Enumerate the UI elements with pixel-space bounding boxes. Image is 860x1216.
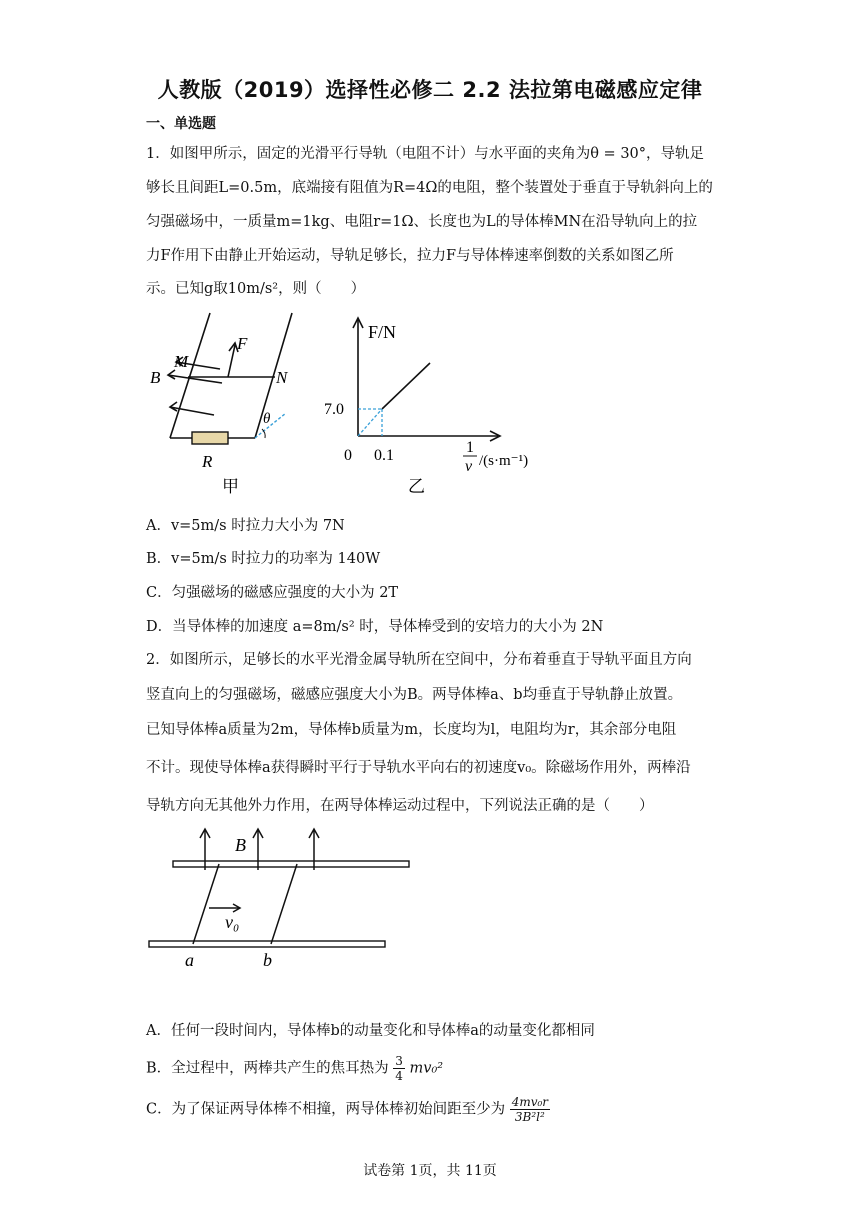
q2-option-c-text: C．为了保证两导体棒不相撞，两导体棒初始间距至少为 xyxy=(146,1101,506,1118)
resistor-R xyxy=(192,432,228,444)
rod-b xyxy=(271,864,297,944)
x-label-unit: /(s·m⁻¹) xyxy=(479,453,529,469)
fraction-numerator: 4mv₀r xyxy=(511,1095,549,1109)
q1-line-5: 示。已知g取10m/s²，则（ ） xyxy=(146,281,366,297)
q1-line-1: 1．如图甲所示，固定的光滑平行导轨（电阻不计）与水平面的夹角为θ = 30°，导轨足 xyxy=(146,146,705,162)
q2-line-3: 已知导体棒a质量为2m，导体棒b质量为m，长度均为l，电阻均为r，其余部分电阻 xyxy=(146,722,677,738)
figure-F-vs-inverse-v-graph xyxy=(322,310,562,495)
q2-line-1: 2．如图所示，足够长的水平光滑金属导轨所在空间中，分布着垂直于导轨平面且方向 xyxy=(146,652,692,668)
x-tick-label: 0.1 xyxy=(374,447,394,464)
label-N: N xyxy=(276,368,288,387)
upper-rail xyxy=(173,861,409,867)
fraction-numerator: 3 xyxy=(395,1054,403,1068)
label-rod-a: a xyxy=(185,950,194,970)
label-B: B xyxy=(150,368,161,387)
label-R: R xyxy=(202,452,213,471)
label-v0: v₀ xyxy=(225,912,240,932)
q2-option-c[interactable] xyxy=(146,1095,550,1124)
y-axis-label: F/N xyxy=(368,322,397,342)
x-label-den: v xyxy=(465,458,473,475)
q1-line-2: 够长且间距L=0.5m，底端接有阻值为R=4Ω的电阻，整个装置处于垂直于导轨斜向上的 xyxy=(146,180,713,196)
data-line xyxy=(382,363,430,409)
q2-line-5: 导轨方向无其他外力作用，在两导体棒运动过程中，下列说法正确的是（ ） xyxy=(146,798,654,814)
x-label-num: 1 xyxy=(466,439,474,456)
label-F: F xyxy=(237,334,248,353)
q1-line-3: 匀强磁场中，一质量m=1kg、电阻r=1Ω、长度也为L的导体棒MN在沿导轨向上的拉 xyxy=(146,214,698,230)
label-M: M xyxy=(174,352,189,371)
figure-two-rods-rails xyxy=(145,826,420,971)
fraction-denominator: 4 xyxy=(395,1069,403,1083)
label-theta: θ xyxy=(263,411,271,427)
q1-option-b[interactable]: B．v=5m/s 时拉力的功率为 140W xyxy=(146,551,381,567)
label-rod-b: b xyxy=(263,950,272,970)
q2-option-a[interactable]: A．任何一段时间内，导体棒b的动量变化和导体棒a的动量变化都相同 xyxy=(146,1023,595,1039)
page-title: 人教版（2019）选择性必修二 2.2 法拉第电磁感应定律 xyxy=(157,78,703,102)
fraction-denominator: 3B²l² xyxy=(514,1110,545,1124)
y-tick-label: 7.0 xyxy=(324,401,344,418)
q2-option-b-fraction xyxy=(393,1054,405,1083)
q1-option-d[interactable]: D．当导体棒的加速度 a=8m/s² 时，导体棒受到的安培力的大小为 2N xyxy=(146,619,604,635)
lower-rail xyxy=(149,941,385,947)
q2-line-2: 竖直向上的匀强磁场，磁感应强度大小为B。两导体棒a、b均垂直于导轨静止放置。 xyxy=(146,687,683,703)
q2-option-b[interactable] xyxy=(146,1054,443,1083)
q1-line-4: 力F作用下由静止开始运动，导轨足够长，拉力F与导体棒速率倒数的关系如图乙所 xyxy=(146,248,674,264)
q1-option-c[interactable]: C．匀强磁场的磁感应强度的大小为 2T xyxy=(146,585,399,601)
origin-label: 0 xyxy=(344,447,352,464)
rod-a xyxy=(193,864,219,944)
q1-option-a[interactable]: A．v=5m/s 时拉力大小为 7N xyxy=(146,518,345,534)
q2-option-b-text: B．全过程中，两棒共产生的焦耳热为 xyxy=(146,1060,389,1077)
q2-line-4: 不计。现使导体棒a获得瞬时平行于导轨水平向右的初速度v₀。除磁场作用外，两棒沿 xyxy=(146,760,691,776)
section-heading: 一、单选题 xyxy=(146,116,216,132)
label-B-field: B xyxy=(235,835,246,855)
figure-incline-rails xyxy=(140,305,310,495)
caption-yi: 乙 xyxy=(408,477,425,495)
q2-option-c-fraction xyxy=(510,1095,550,1124)
q2-option-b-tail: mv₀² xyxy=(409,1060,444,1077)
page-footer: 试卷第 1页，共 11页 xyxy=(363,1163,497,1179)
caption-jia: 甲 xyxy=(222,477,239,495)
